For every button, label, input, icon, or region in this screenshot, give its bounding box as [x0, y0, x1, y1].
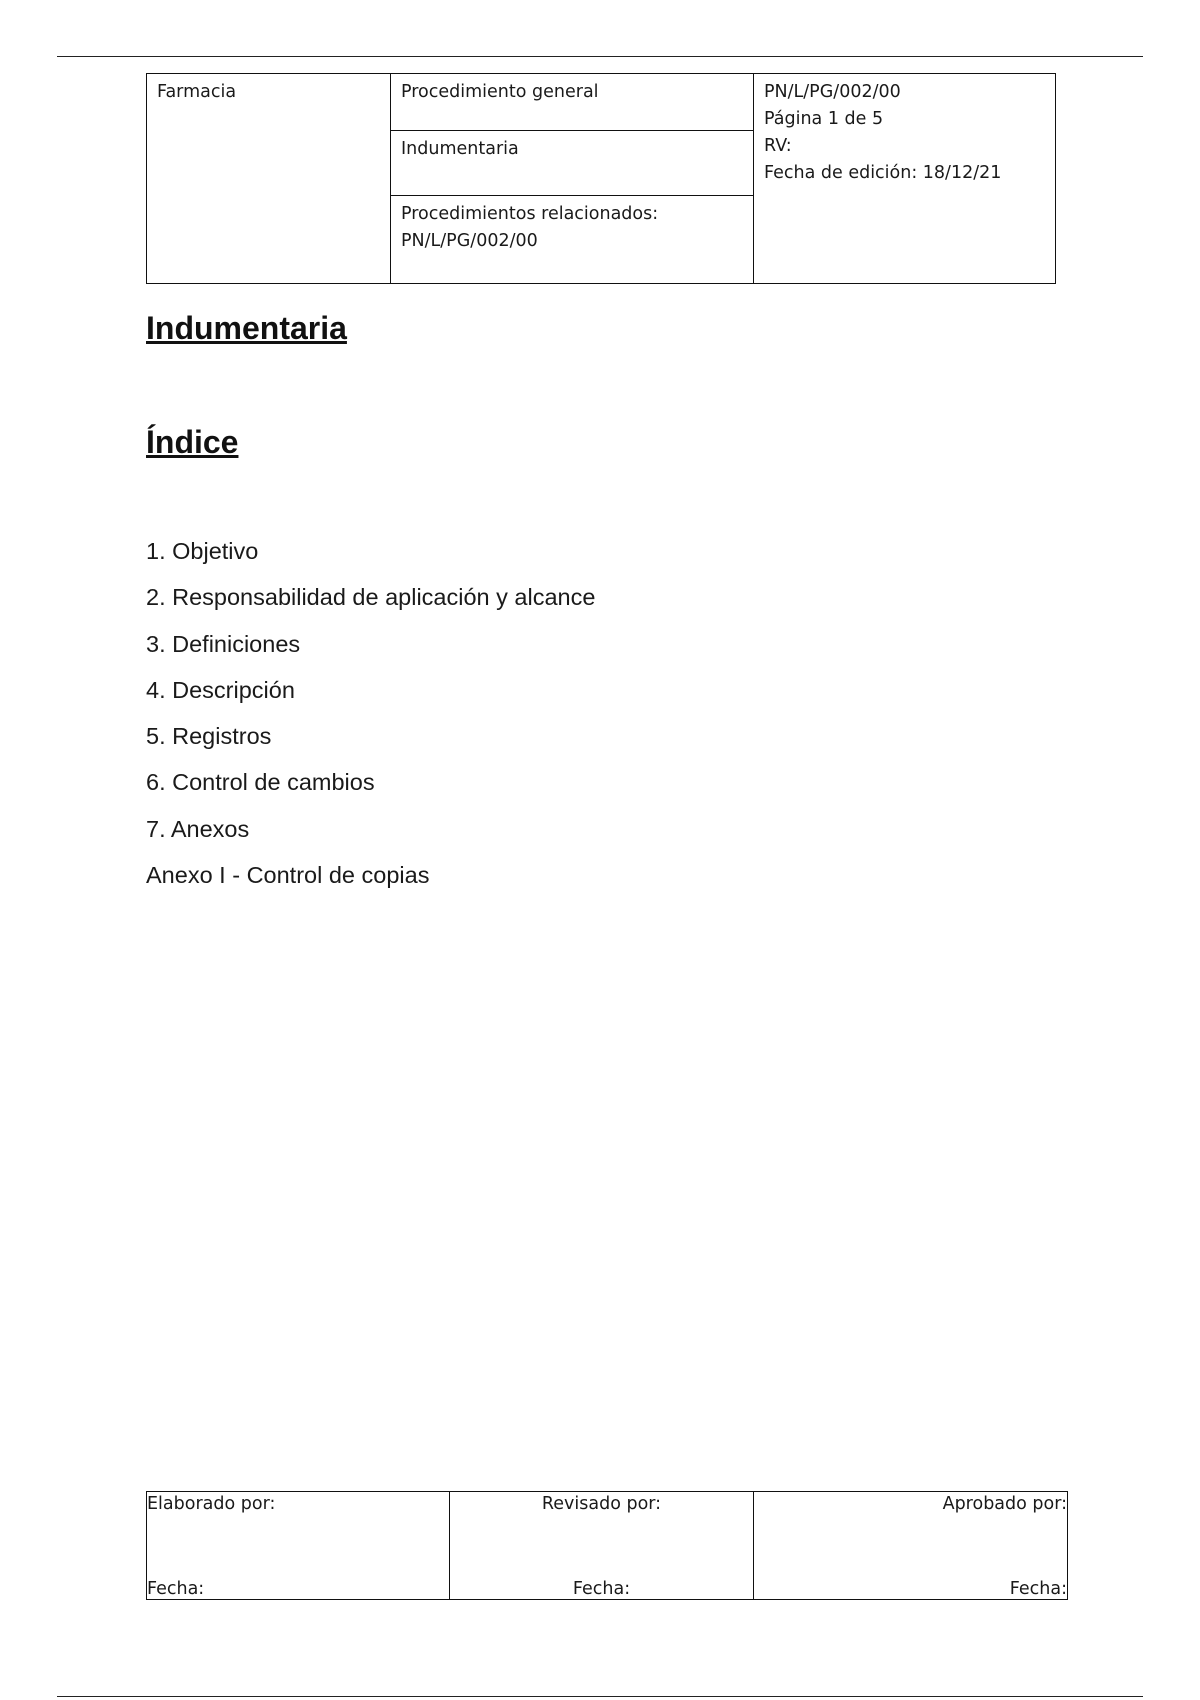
header-department-cell — [147, 74, 391, 283]
document-code: PN/L/PG/002/00 — [764, 82, 901, 102]
reviewed-date-label: Fecha: — [572, 1579, 631, 1599]
signature-table — [146, 1491, 1068, 1600]
toc-item: 2. Responsabilidad de aplicación y alcance — [146, 584, 596, 611]
header-procedure-type-cell — [391, 74, 753, 131]
edition-date: Fecha de edición: 18/12/21 — [764, 163, 1002, 183]
toc-item: 4. Descripción — [146, 676, 295, 703]
toc-item: 7. Anexos — [146, 815, 250, 842]
toc-item: 1. Objetivo — [146, 538, 259, 564]
toc-item: Anexo I - Control de copias — [146, 862, 430, 889]
header-procedure-column — [391, 74, 754, 283]
approved-by-cell — [754, 1492, 1067, 1599]
revision: RV: — [764, 136, 792, 156]
document-meta — [764, 79, 1001, 187]
prepared-date-label: Fecha: — [147, 1579, 205, 1599]
toc-item: 3. Definiciones — [146, 630, 301, 657]
document-title: Indumentaria — [146, 310, 347, 346]
toc-item: 6. Control de cambios — [146, 769, 375, 796]
document-header-table — [146, 73, 1056, 284]
header-meta-cell — [754, 74, 1055, 283]
index-heading: Índice — [146, 424, 239, 460]
toc-item: 5. Registros — [146, 723, 272, 750]
header-procedure-name-cell — [391, 131, 753, 196]
approved-date-label: Fecha: — [1009, 1579, 1067, 1599]
related-code: PN/L/PG/002/00 — [401, 231, 538, 251]
page-number: Página 1 de 5 — [764, 109, 884, 129]
header-related-cell — [391, 196, 753, 283]
table-of-contents — [146, 536, 595, 906]
prepared-by-label: Elaborado por: — [147, 1494, 276, 1514]
reviewed-by-label: Revisado por: — [541, 1494, 662, 1514]
reviewed-by-cell — [450, 1492, 754, 1599]
related-label: Procedimientos relacionados: — [401, 204, 659, 224]
related-procedures — [401, 201, 658, 255]
department-name: Farmacia — [157, 82, 237, 102]
prepared-by-cell — [147, 1492, 450, 1599]
approved-by-label: Aprobado por: — [942, 1494, 1067, 1514]
top-rule — [57, 56, 1143, 57]
procedure-name: Indumentaria — [401, 139, 519, 159]
bottom-rule — [57, 1696, 1143, 1697]
procedure-type: Procedimiento general — [401, 82, 599, 102]
